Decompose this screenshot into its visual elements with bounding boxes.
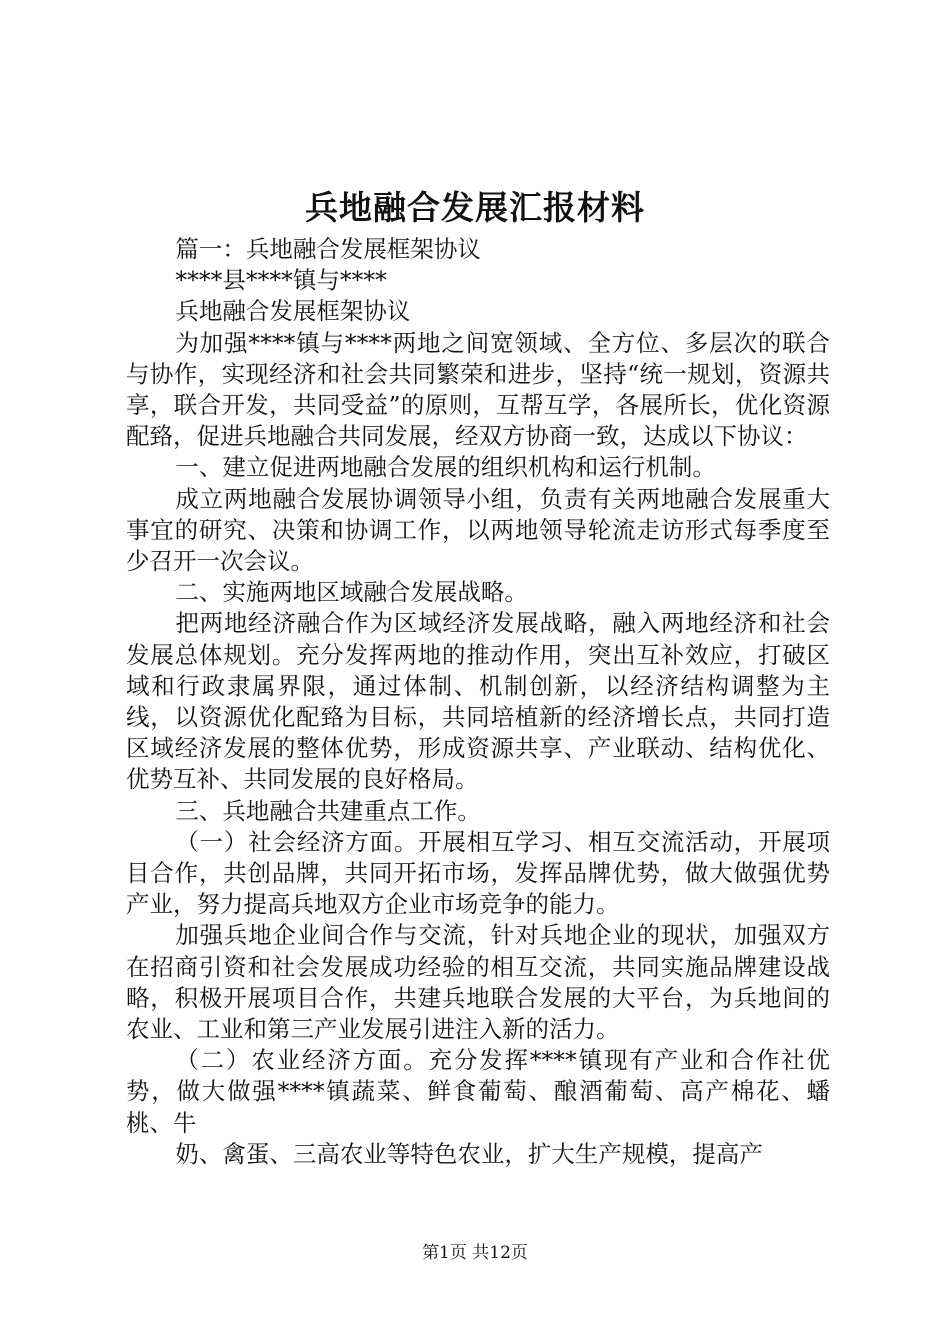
paragraph: 奶、禽蛋、三高农业等特色农业，扩大生产规模，提高产: [175, 1139, 763, 1168]
clause-heading: 二、实施两地区域融合发展战略。: [175, 578, 528, 607]
paragraph: 加强兵地企业间合作与交流，针对兵地企业的现状，加强双方在招商引资和社会发展成功经验的相互交流，共同实施品牌建设战略，积极开展项目合作，共建兵地联合发展的大平台，为兵地间的农业、工业和第三产业发展引进注入新的活力。: [126, 921, 830, 1044]
section-heading: 篇一：兵地融合发展框架协议: [175, 235, 481, 263]
agreement-parties: ****县****镇与****: [175, 266, 387, 295]
paragraph: （二）农业经济方面。充分发挥****镇现有产业和合作社优势，做大做强****镇蔬菜、鲜食葡萄、酿酒葡萄、高产棉花、蟠桃、牛: [126, 1046, 830, 1137]
paragraph: 为加强****镇与****两地之间宽领域、全方位、多层次的联合与协作，实现经济和社会共同繁荣和进步，坚持“统一规划，资源共享，联合开发，共同受益”的原则，互帮互学，各展所长，优化资源配臵，促进兵地融合共同发展，经双方协商一致，达成以下协议：: [126, 328, 830, 451]
clause-heading: 三、兵地融合共建重点工作。: [175, 796, 481, 825]
clause-heading: 一、建立促进两地融合发展的组织机构和运行机制。: [175, 453, 716, 482]
paragraph: （一）社会经济方面。开展相互学习、相互交流活动，开展项目合作，共创品牌，共同开拓市场，发挥品牌优势，做大做强优势产业，努力提高兵地双方企业市场竞争的能力。: [126, 827, 830, 919]
paragraph: 把两地经济融合作为区域经济发展战略，融入两地经济和社会发展总体规划。充分发挥两地的推动作用，突出互补效应，打破区域和行政隶属界限，通过体制、机制创新，以经济结构调整为主线，以资源优化配臵为目标，共同培植新的经济增长点，共同打造区域经济发展的整体优势，形成资源共享、产业联动、结构优化、优势互补、共同发展的良好格局。: [126, 609, 830, 794]
document-title: 兵地融合发展汇报材料: [305, 188, 645, 227]
page-number-footer: 第1页 共12页: [422, 1243, 528, 1263]
paragraph: 成立两地融合发展协调领导小组，负责有关两地融合发展重大事宜的研究、决策和协调工作，以两地领导轮流走访形式每季度至少召开一次会议。: [126, 484, 830, 576]
document-body: [126, 234, 830, 1170]
agreement-title: 兵地融合发展框架协议: [175, 297, 411, 326]
